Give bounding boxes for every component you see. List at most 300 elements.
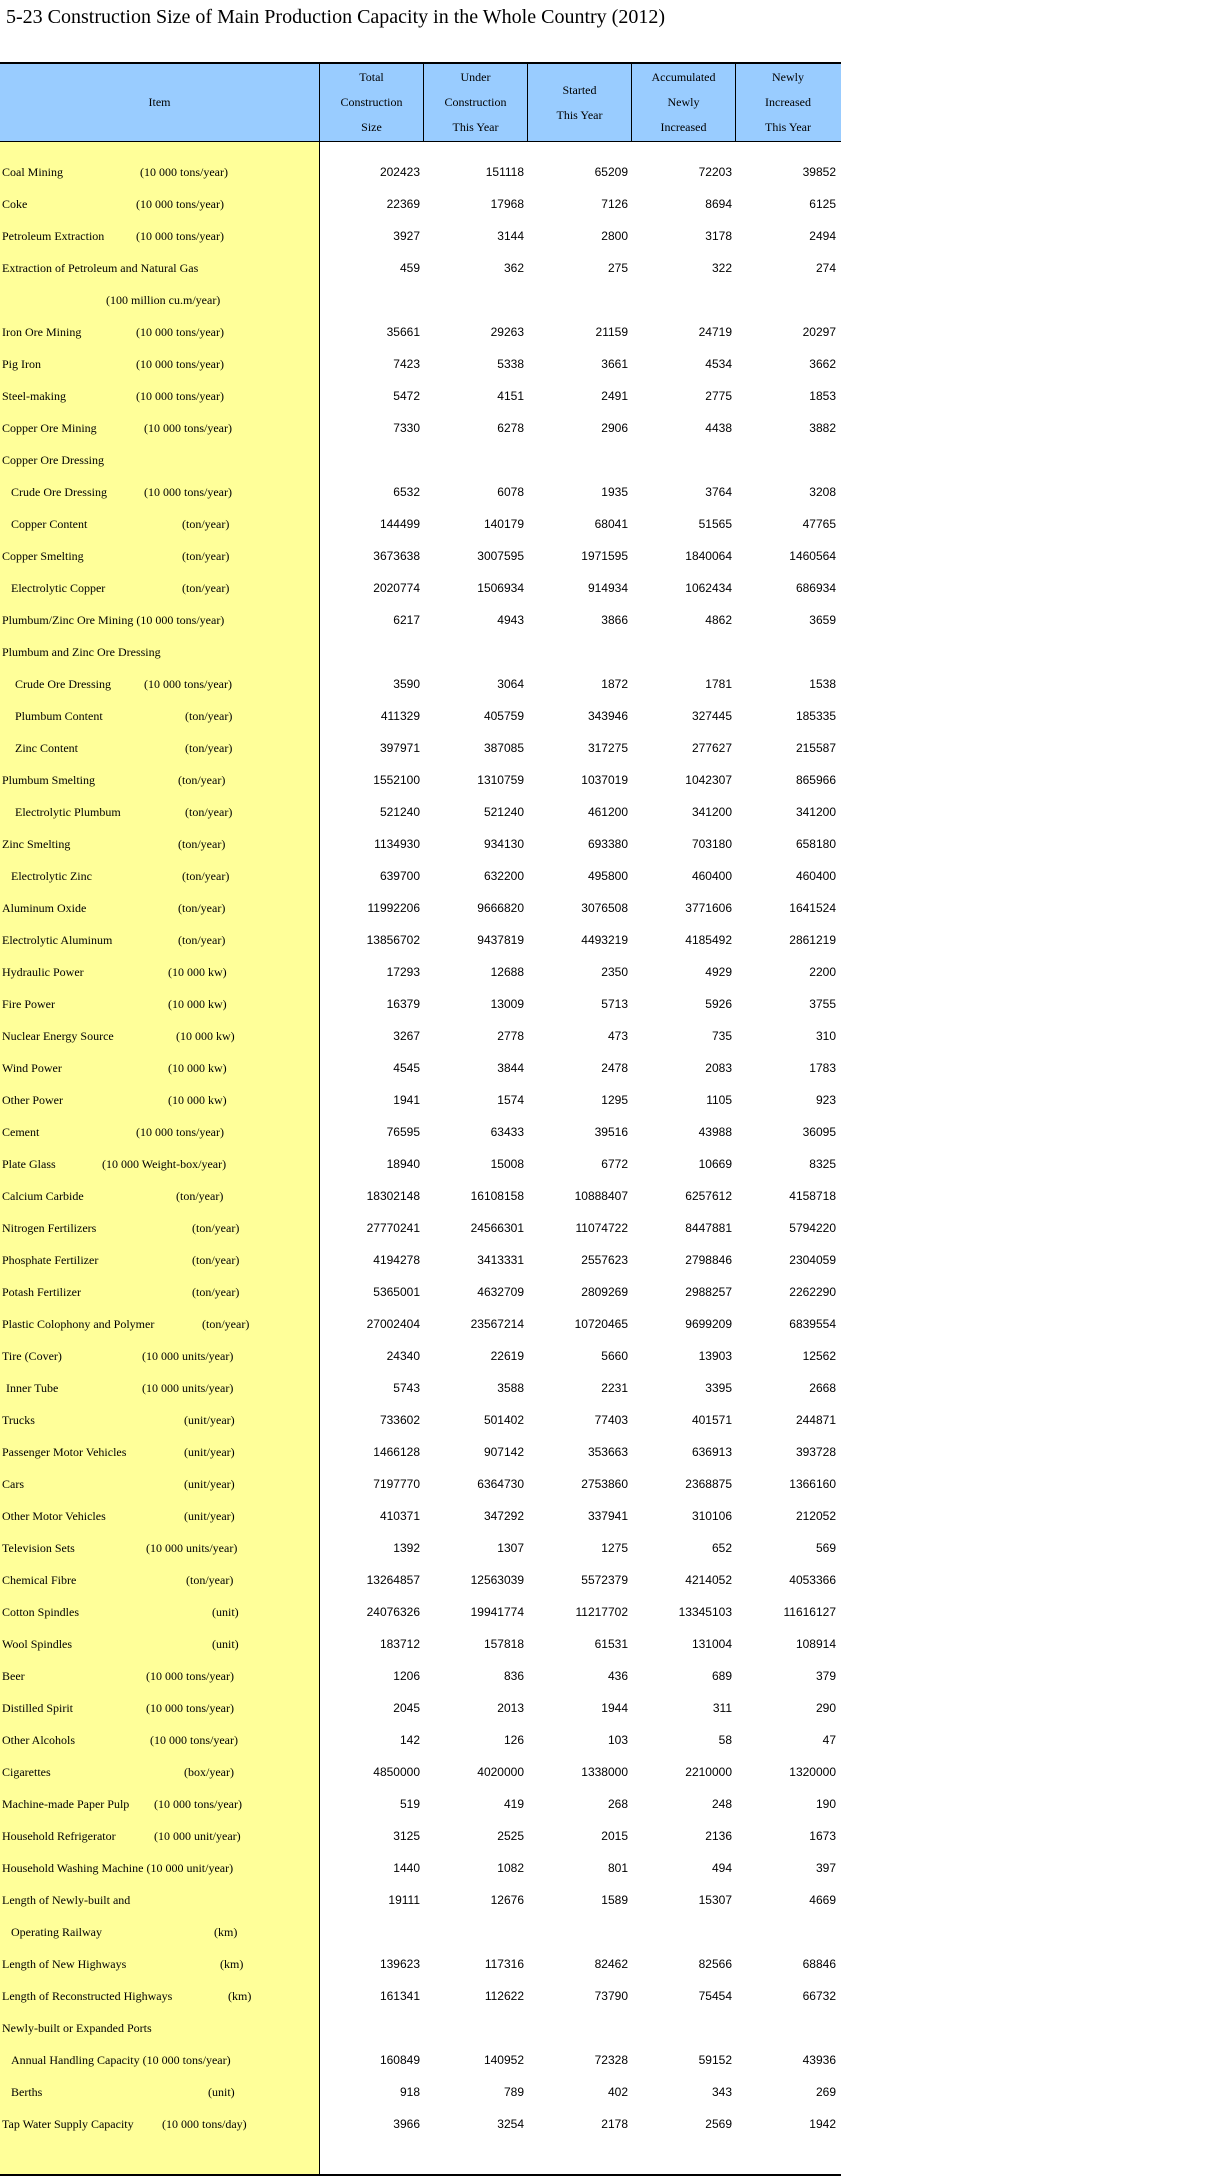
row-item-name: Other Motor Vehicles (2, 1509, 106, 1523)
row-value: 2906 (601, 421, 628, 435)
row-value: 139623 (379, 1957, 420, 1971)
row-value: 1082 (497, 1861, 524, 1875)
row-value: 1320000 (789, 1765, 836, 1779)
row-value: 703180 (691, 837, 732, 851)
row-unit: (box/year) (184, 1765, 234, 1779)
row-value: 144499 (379, 517, 420, 531)
row-value: 77403 (594, 1413, 628, 1427)
row-value: 6532 (393, 485, 420, 499)
row-unit: (10 000 kw) (168, 1061, 227, 1075)
row-item-name: Electrolytic Aluminum (2, 933, 113, 947)
row-value: 13856702 (366, 933, 420, 947)
row-value: 402 (607, 2085, 628, 2099)
row-value: 459 (399, 261, 420, 275)
row-value: 4632709 (477, 1285, 524, 1299)
row-value: 58 (718, 1733, 732, 1747)
row-value (736, 2012, 836, 2044)
table-row (0, 1404, 840, 1436)
row-value: 10669 (698, 1157, 732, 1171)
row-unit: (10 000 tons/year) (144, 421, 232, 435)
row-value: 460400 (691, 869, 732, 883)
row-value: 2494 (809, 229, 836, 243)
table-row (0, 1116, 840, 1148)
row-value: 1552100 (373, 773, 420, 787)
row-item-name: Petroleum Extraction (2, 229, 105, 243)
row-value: 7126 (601, 197, 628, 211)
row-value: 733602 (379, 1413, 420, 1427)
row-unit: (10 000 tons/year) (136, 229, 224, 243)
row-value: 7330 (393, 421, 420, 435)
row-value: 521240 (379, 805, 420, 819)
row-unit: (ton/year) (202, 1317, 250, 1331)
row-value: 1295 (601, 1093, 628, 1107)
row-unit: (ton/year) (178, 901, 226, 915)
row-unit: (ton/year) (192, 1221, 240, 1235)
row-value: 8447881 (685, 1221, 732, 1235)
row-unit: (ton/year) (178, 837, 226, 851)
row-item-name: Hydraulic Power (2, 965, 84, 979)
row-unit: (km) (220, 1957, 244, 1971)
row-value: 1574 (497, 1093, 524, 1107)
row-value: 5338 (497, 357, 524, 371)
row-item-name: Coke (2, 197, 28, 211)
row-value: 1062434 (685, 581, 732, 595)
row-value: 1781 (705, 677, 732, 691)
row-value: 6772 (601, 1157, 628, 1171)
row-value: 161341 (379, 1989, 420, 2003)
row-value: 112622 (484, 1989, 524, 2003)
row-value (632, 636, 732, 668)
row-item-name: Coal Mining (2, 165, 64, 179)
row-value: 212052 (795, 1509, 836, 1523)
row-value: 72203 (698, 165, 732, 179)
table-row (0, 1820, 840, 1852)
row-value: 21159 (595, 325, 628, 339)
row-value: 322 (711, 261, 732, 275)
row-unit: (unit/year) (184, 1477, 235, 1491)
row-value: 1366160 (789, 1477, 836, 1491)
row-value: 686934 (795, 581, 836, 595)
table-row (0, 572, 840, 604)
table-row (0, 892, 840, 924)
row-value: 1641524 (789, 901, 836, 915)
row-value: 1971595 (581, 549, 628, 563)
row-value (528, 284, 628, 316)
row-value: 16379 (386, 997, 420, 1011)
row-value: 2262290 (789, 1285, 836, 1299)
row-value: 1338000 (581, 1765, 628, 1779)
row-value: 501402 (483, 1413, 524, 1427)
row-value: 269 (815, 2085, 836, 2099)
row-value: 3866 (601, 613, 628, 627)
row-item-name: Fire Power (2, 997, 55, 1011)
row-item-name: Copper Ore Dressing (2, 453, 104, 467)
table-row (0, 156, 840, 188)
row-value: 18302148 (366, 1189, 420, 1203)
row-value: 2013 (497, 1701, 524, 1715)
row-value: 693380 (587, 837, 628, 851)
row-value: 2525 (497, 1829, 524, 1843)
row-value (736, 636, 836, 668)
capacity-table (0, 62, 841, 2176)
row-value: 4669 (809, 1893, 836, 1907)
row-value: 66732 (802, 1989, 836, 2003)
row-value: 12688 (490, 965, 524, 979)
row-item-name: Other Power (2, 1093, 63, 1107)
table-row (0, 2012, 840, 2044)
row-unit: (ton/year) (192, 1285, 240, 1299)
row-value: 2753860 (581, 1477, 628, 1491)
row-item-name: Copper Ore Mining (2, 421, 97, 435)
row-value: 3844 (497, 1061, 524, 1075)
row-value: 4158718 (789, 1189, 836, 1203)
row-item-name: Crude Ore Dressing (15, 677, 111, 691)
row-value: 22619 (490, 1349, 524, 1363)
row-value: 9699209 (685, 1317, 732, 1331)
row-item-name: Beer (2, 1669, 25, 1683)
table-row (0, 828, 840, 860)
table-rows (0, 156, 840, 2140)
row-value: 36095 (802, 1125, 836, 1139)
row-unit: (ton/year) (178, 773, 226, 787)
row-value: 2045 (393, 1701, 420, 1715)
row-value (424, 636, 524, 668)
row-value: 19111 (388, 1893, 420, 1907)
row-unit: (unit/year) (184, 1413, 235, 1427)
row-unit: (ton/year) (185, 709, 233, 723)
row-value: 353663 (587, 1445, 628, 1459)
row-unit: (10 000 units/year) (142, 1381, 234, 1395)
row-value: 183712 (379, 1637, 420, 1651)
row-value: 689 (711, 1669, 732, 1683)
row-value (528, 636, 628, 668)
row-value: 51565 (698, 517, 732, 531)
table-row (0, 252, 840, 284)
row-value: 2178 (601, 2117, 628, 2131)
row-value: 343946 (587, 709, 628, 723)
table-row (0, 764, 840, 796)
table-row (0, 668, 840, 700)
row-value: 15307 (698, 1893, 732, 1907)
table-row (0, 860, 840, 892)
row-item-name: Zinc Content (15, 741, 78, 755)
table-row (0, 1436, 840, 1468)
row-value: 47765 (802, 517, 836, 531)
row-value: 865966 (795, 773, 836, 787)
row-value: 9666820 (477, 901, 524, 915)
row-value: 11616127 (783, 1605, 836, 1619)
row-item-name: Cotton Spindles (2, 1605, 80, 1619)
table-row (0, 444, 840, 476)
row-value: 43936 (802, 2053, 836, 2067)
row-value: 5660 (601, 1349, 628, 1363)
row-value: 1134930 (374, 837, 420, 851)
table-row (0, 636, 840, 668)
row-value: 20297 (802, 325, 836, 339)
row-value: 75454 (698, 1989, 732, 2003)
row-value: 17968 (490, 197, 524, 211)
row-unit: (ton/year) (178, 933, 226, 947)
row-item-name: Passenger Motor Vehicles (2, 1445, 127, 1459)
row-value: 632200 (483, 869, 524, 883)
row-value: 43988 (698, 1125, 732, 1139)
row-unit: (100 million cu.m/year) (106, 293, 221, 307)
row-value: 202423 (379, 165, 420, 179)
table-row (0, 956, 840, 988)
row-value: 1589 (601, 1893, 628, 1907)
row-value: 10720465 (574, 1317, 628, 1331)
row-unit: (km) (228, 1989, 252, 2003)
row-value: 658180 (795, 837, 836, 851)
row-item-name: Wind Power (2, 1061, 62, 1075)
row-item-name: Iron Ore Mining (2, 325, 82, 339)
row-value: 387085 (483, 741, 524, 755)
row-value: 2800 (601, 229, 628, 243)
table-row (0, 1660, 840, 1692)
row-value: 13345103 (678, 1605, 732, 1619)
row-value: 639700 (379, 869, 420, 883)
row-value (424, 284, 524, 316)
row-value: 4534 (705, 357, 732, 371)
row-value (320, 636, 420, 668)
table-row (0, 540, 840, 572)
row-value (320, 2012, 420, 2044)
row-value: 275 (607, 261, 628, 275)
row-value: 401571 (691, 1413, 732, 1427)
table-row (0, 1628, 840, 1660)
row-value: 13903 (698, 1349, 732, 1363)
row-value: 1673 (809, 1829, 836, 1843)
table-row (0, 284, 840, 316)
table-row (0, 412, 840, 444)
row-value: 140952 (483, 2053, 524, 2067)
row-item-name: Chemical Fibre (2, 1573, 77, 1587)
row-value: 268 (607, 1797, 628, 1811)
row-value: 923 (815, 1093, 836, 1107)
row-value (736, 284, 836, 316)
row-value (736, 444, 836, 476)
row-item-name: Cement (2, 1125, 40, 1139)
row-item-name: Extraction of Petroleum and Natural Gas (2, 261, 199, 275)
table-row (0, 1340, 840, 1372)
row-value: 82566 (698, 1957, 732, 1971)
table-row (0, 1372, 840, 1404)
table-row (0, 1596, 840, 1628)
row-value: 362 (503, 261, 524, 275)
row-value: 142 (399, 1733, 420, 1747)
row-unit: (ton/year) (182, 869, 230, 883)
row-item-name: Zinc Smelting (2, 837, 71, 851)
row-value: 190 (815, 1797, 836, 1811)
row-value: 343 (711, 2085, 732, 2099)
row-item-name: Cars (2, 1477, 24, 1491)
row-value: 494 (711, 1861, 732, 1875)
row-unit: (10 000 tons/year) (144, 677, 232, 691)
row-value: 76595 (386, 1125, 420, 1139)
table-row (0, 1020, 840, 1052)
table-row (0, 924, 840, 956)
row-value: 310 (815, 1029, 836, 1043)
row-value: 918 (399, 2085, 420, 2099)
table-row (0, 1212, 840, 1244)
row-value: 1275 (601, 1541, 628, 1555)
row-value: 3659 (809, 613, 836, 627)
row-value: 317275 (587, 741, 628, 755)
row-value: 24340 (386, 1349, 420, 1363)
row-value: 157818 (483, 1637, 524, 1651)
row-value: 2350 (601, 965, 628, 979)
row-value: 72328 (594, 2053, 628, 2067)
row-value: 160849 (379, 2053, 420, 2067)
row-value: 2015 (601, 1829, 628, 1843)
row-value: 3178 (705, 229, 732, 243)
row-value: 1042307 (685, 773, 732, 787)
row-value: 2569 (705, 2117, 732, 2131)
row-value (632, 284, 732, 316)
table-row (0, 988, 840, 1020)
table-body (0, 142, 841, 2176)
row-value: 2778 (497, 1029, 524, 1043)
row-value: 11217702 (575, 1605, 628, 1619)
row-unit: (10 000 Weight-box/year) (102, 1157, 227, 1171)
row-value: 3413331 (477, 1253, 524, 1267)
row-unit: (10 000 tons/year) (136, 325, 224, 339)
row-value: 15008 (490, 1157, 524, 1171)
row-unit: (10 000 kw) (168, 965, 227, 979)
row-value: 16108158 (470, 1189, 524, 1203)
row-value: 2200 (809, 965, 836, 979)
row-value: 1840064 (685, 549, 732, 563)
row-value: 1307 (497, 1541, 524, 1555)
row-value: 3208 (809, 485, 836, 499)
row-value: 8325 (809, 1157, 836, 1171)
row-unit: (10 000 tons/year) (144, 485, 232, 499)
row-value (320, 284, 420, 316)
row-unit: (10 000 tons/year) (136, 357, 224, 371)
row-unit: (10 000 kw) (176, 1029, 235, 1043)
row-value: 7423 (393, 357, 420, 371)
row-value: 27002404 (366, 1317, 420, 1331)
row-item-name: Tire (Cover) (2, 1349, 62, 1363)
header-newly-increased-this-year: Newly Increased This Year (764, 70, 811, 134)
row-value: 5794220 (789, 1221, 836, 1235)
row-value: 5713 (601, 997, 628, 1011)
row-value: 151118 (485, 165, 524, 179)
table-row (0, 348, 840, 380)
table-row (0, 1724, 840, 1756)
row-unit: (10 000 tons/day) (162, 2117, 247, 2131)
row-value: 3395 (705, 1381, 732, 1395)
row-value: 17293 (386, 965, 420, 979)
row-item-name: Trucks (2, 1413, 35, 1427)
row-value: 2798846 (685, 1253, 732, 1267)
row-value: 1206 (393, 1669, 420, 1683)
table-row (0, 1980, 840, 2012)
row-value (632, 2012, 732, 2044)
row-value: 6257612 (685, 1189, 732, 1203)
row-value (736, 1916, 836, 1948)
row-value: 636913 (691, 1445, 732, 1459)
row-value (320, 1916, 420, 1948)
row-item-name: Plumbum/Zinc Ore Mining (10 000 tons/year) (2, 613, 225, 627)
row-value: 3764 (705, 485, 732, 499)
row-unit: (unit/year) (184, 1445, 235, 1459)
row-value: 1944 (601, 1701, 628, 1715)
row-value: 68041 (594, 517, 628, 531)
row-item-name: Plumbum Smelting (2, 773, 96, 787)
row-value (528, 444, 628, 476)
row-unit: (unit) (212, 1605, 239, 1619)
table-row (0, 188, 840, 220)
row-item-name: Operating Railway (11, 1925, 102, 1939)
row-value: 4438 (705, 421, 732, 435)
row-unit: (ton/year) (182, 581, 230, 595)
row-value: 117316 (484, 1957, 524, 1971)
row-value: 4929 (705, 965, 732, 979)
row-value: 11074722 (575, 1221, 628, 1235)
row-value: 10888407 (574, 1189, 628, 1203)
row-value: 103 (607, 1733, 628, 1747)
row-unit: (km) (214, 1925, 238, 1939)
table-row (0, 1276, 840, 1308)
row-value: 82462 (594, 1957, 628, 1971)
row-value: 24566301 (470, 1221, 524, 1235)
row-item-name: Household Refrigerator (2, 1829, 116, 1843)
row-item-name: Wool Spindles (2, 1637, 73, 1651)
row-value: 13009 (490, 997, 524, 1011)
row-value: 1941 (393, 1093, 420, 1107)
row-value: 341200 (795, 805, 836, 819)
row-value: 2304059 (789, 1253, 836, 1267)
row-value: 1942 (809, 2117, 836, 2131)
row-value: 327445 (691, 709, 732, 723)
row-value: 248 (711, 1797, 732, 1811)
row-value: 411329 (380, 709, 420, 723)
table-row (0, 1788, 840, 1820)
row-value (632, 444, 732, 476)
header-total-construction-size: Total Construction Size (320, 64, 424, 141)
row-item-name: Potash Fertilizer (2, 1285, 81, 1299)
row-value (528, 2012, 628, 2044)
row-value: 4020000 (477, 1765, 524, 1779)
row-value: 2478 (601, 1061, 628, 1075)
row-value: 473 (607, 1029, 628, 1043)
row-value: 4053366 (789, 1573, 836, 1587)
row-value: 495800 (587, 869, 628, 883)
row-value: 2557623 (581, 1253, 628, 1267)
row-value: 4943 (497, 613, 524, 627)
row-value: 65209 (594, 165, 628, 179)
row-item-name: Plumbum and Zinc Ore Dressing (2, 645, 161, 659)
row-unit: (ton/year) (186, 1573, 234, 1587)
row-value: 19941774 (470, 1605, 524, 1619)
row-unit: (10 000 tons/year) (146, 1701, 234, 1715)
row-value: 140179 (483, 517, 524, 531)
row-value: 3125 (393, 1829, 420, 1843)
row-value: 379 (815, 1669, 836, 1683)
row-value: 3144 (497, 229, 524, 243)
row-value: 3673638 (373, 549, 420, 563)
row-unit: (ton/year) (185, 741, 233, 755)
row-value: 393728 (795, 1445, 836, 1459)
row-value: 397 (815, 1861, 836, 1875)
header-accumulated-newly-increased: Accumulated Newly Increased (632, 64, 736, 141)
row-value: 4862 (705, 613, 732, 627)
row-unit: (ton/year) (185, 805, 233, 819)
table-row (0, 732, 840, 764)
row-value: 436 (607, 1669, 628, 1683)
row-item-name: Length of Reconstructed Highways (2, 1989, 173, 2003)
